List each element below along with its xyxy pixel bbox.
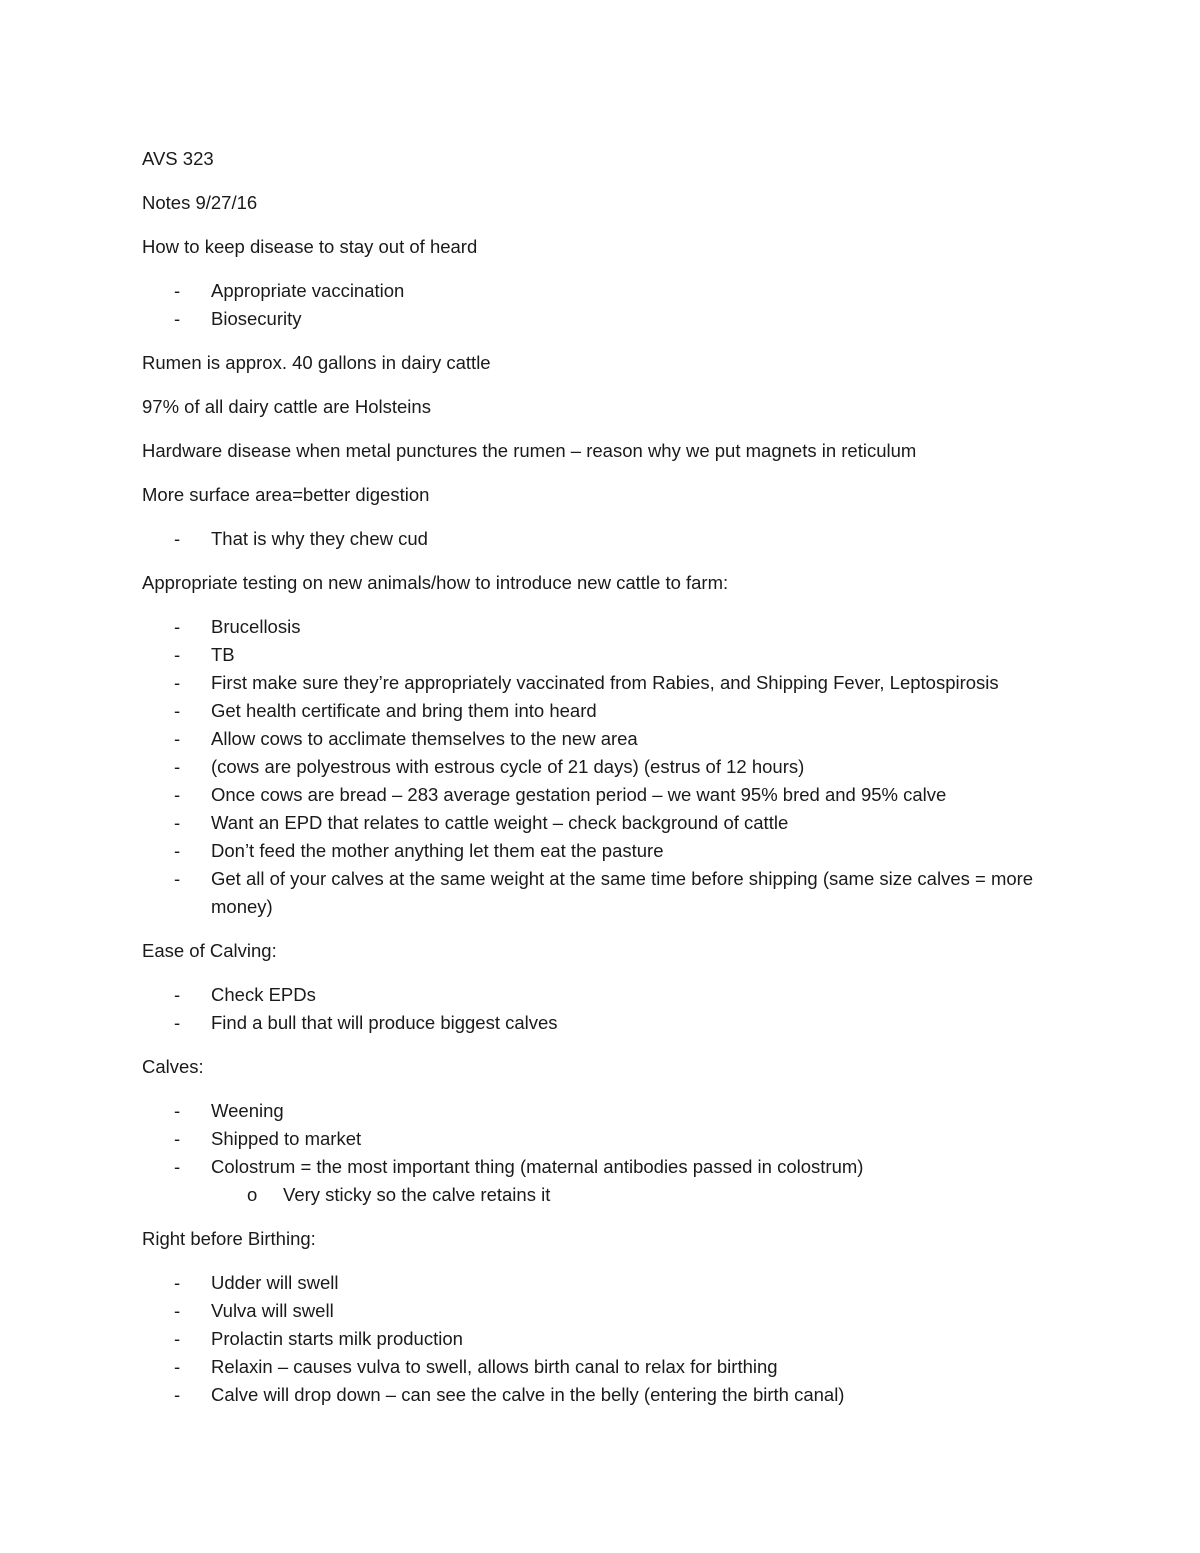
list-item-text: (cows are polyestrous with estrous cycle of 21 days) (estrus of 12 hours) bbox=[211, 756, 805, 777]
dash-list bbox=[142, 981, 1062, 1037]
list-dash-marker: - bbox=[174, 1012, 181, 1033]
list-item-text: Don’t feed the mother anything let them eat the pasture bbox=[211, 840, 664, 861]
list-dash-marker: - bbox=[174, 280, 181, 301]
list-dash-marker: - bbox=[174, 1384, 181, 1405]
list-item bbox=[142, 613, 1062, 641]
list-item-text: Find a bull that will produce biggest calves bbox=[211, 1012, 558, 1033]
notes-content bbox=[142, 145, 1062, 1425]
list-dash-marker: - bbox=[174, 1300, 181, 1321]
paragraph: How to keep disease to stay out of heard bbox=[142, 236, 478, 257]
list-item bbox=[142, 669, 1062, 697]
list-dash-marker: - bbox=[174, 756, 181, 777]
list-item-text: Get all of your calves at the same weight at the same time before shipping (same size calves = more money) bbox=[211, 868, 1034, 917]
list-item bbox=[142, 305, 1062, 333]
paragraph: Ease of Calving: bbox=[142, 940, 277, 961]
list-dash-marker: - bbox=[174, 616, 181, 637]
circle-bullet-icon: o bbox=[247, 1184, 258, 1205]
list-item-text: Vulva will swell bbox=[211, 1300, 334, 1321]
list-item bbox=[142, 525, 1062, 553]
paragraph: More surface area=better digestion bbox=[142, 484, 430, 505]
list-item bbox=[142, 1125, 1062, 1153]
list-dash-marker: - bbox=[174, 308, 181, 329]
list-dash-marker: - bbox=[174, 812, 181, 833]
list-item bbox=[142, 1353, 1062, 1381]
dash-list bbox=[142, 525, 1062, 553]
sub-list-item-text: Very sticky so the calve retains it bbox=[283, 1184, 551, 1205]
list-dash-marker: - bbox=[174, 1156, 181, 1177]
list-dash-marker: - bbox=[174, 644, 181, 665]
paragraph: Right before Birthing: bbox=[142, 1228, 316, 1249]
paragraph: Hardware disease when metal punctures the rumen – reason why we put magnets in reticulum bbox=[142, 440, 917, 461]
list-item-text: First make sure they’re appropriately vaccinated from Rabies, and Shipping Fever, Leptospirosis bbox=[211, 672, 999, 693]
list-item bbox=[142, 781, 1062, 809]
list-item-text: Allow cows to acclimate themselves to the new area bbox=[211, 728, 638, 749]
list-item bbox=[142, 725, 1062, 753]
list-item-text: Shipped to market bbox=[211, 1128, 362, 1149]
list-item bbox=[142, 809, 1062, 837]
list-item bbox=[142, 753, 1062, 781]
list-dash-marker: - bbox=[174, 868, 181, 889]
list-item-text: Weening bbox=[211, 1100, 284, 1121]
list-item-text: Appropriate vaccination bbox=[211, 280, 405, 301]
list-item-text: Prolactin starts milk production bbox=[211, 1328, 463, 1349]
list-item bbox=[142, 1325, 1062, 1353]
list-item bbox=[142, 837, 1062, 865]
dash-list bbox=[142, 613, 1062, 921]
list-dash-marker: - bbox=[174, 728, 181, 749]
list-dash-marker: - bbox=[174, 700, 181, 721]
dash-list bbox=[142, 277, 1062, 333]
list-item bbox=[142, 1269, 1062, 1297]
list-item bbox=[142, 1381, 1062, 1409]
list-item bbox=[142, 277, 1062, 305]
dash-list bbox=[142, 1269, 1062, 1409]
list-item bbox=[142, 1009, 1062, 1037]
course-title: AVS 323 bbox=[142, 148, 214, 169]
notes-body bbox=[142, 233, 1062, 1409]
list-item bbox=[142, 697, 1062, 725]
list-item bbox=[142, 1097, 1062, 1125]
list-item-text: Once cows are bread – 283 average gestation period – we want 95% bred and 95% calve bbox=[211, 784, 947, 805]
list-item bbox=[142, 981, 1062, 1009]
list-item-text: Calve will drop down – can see the calve in the belly (entering the birth canal) bbox=[211, 1384, 845, 1405]
sub-list-item bbox=[211, 1181, 1062, 1209]
list-dash-marker: - bbox=[174, 1356, 181, 1377]
list-dash-marker: - bbox=[174, 784, 181, 805]
notes-date: Notes 9/27/16 bbox=[142, 192, 258, 213]
list-item bbox=[142, 865, 1062, 921]
list-item-text: Udder will swell bbox=[211, 1272, 339, 1293]
list-item-text: Brucellosis bbox=[211, 616, 301, 637]
sub-list bbox=[211, 1181, 1062, 1209]
paragraph: Calves: bbox=[142, 1056, 204, 1077]
list-dash-marker: - bbox=[174, 528, 181, 549]
paragraph: Appropriate testing on new animals/how to introduce new cattle to farm: bbox=[142, 572, 729, 593]
list-dash-marker: - bbox=[174, 1100, 181, 1121]
list-item-text: Check EPDs bbox=[211, 984, 316, 1005]
list-item-text: Relaxin – causes vulva to swell, allows birth canal to relax for birthing bbox=[211, 1356, 778, 1377]
list-dash-marker: - bbox=[174, 1128, 181, 1149]
list-item-text: Biosecurity bbox=[211, 308, 302, 329]
list-item bbox=[142, 641, 1062, 669]
list-item-text: That is why they chew cud bbox=[211, 528, 428, 549]
list-dash-marker: - bbox=[174, 984, 181, 1005]
list-dash-marker: - bbox=[174, 840, 181, 861]
dash-list bbox=[142, 1097, 1062, 1209]
list-dash-marker: - bbox=[174, 1272, 181, 1293]
list-item bbox=[142, 1297, 1062, 1325]
list-dash-marker: - bbox=[174, 1328, 181, 1349]
paragraph: 97% of all dairy cattle are Holsteins bbox=[142, 396, 431, 417]
list-item bbox=[142, 1153, 1062, 1209]
paragraph: Rumen is approx. 40 gallons in dairy cattle bbox=[142, 352, 491, 373]
list-item-text: Want an EPD that relates to cattle weight – check background of cattle bbox=[211, 812, 789, 833]
list-item-text: TB bbox=[211, 644, 235, 665]
list-dash-marker: - bbox=[174, 672, 181, 693]
list-item-text: Get health certificate and bring them into heard bbox=[211, 700, 597, 721]
list-item-text: Colostrum = the most important thing (maternal antibodies passed in colostrum) bbox=[211, 1156, 864, 1177]
